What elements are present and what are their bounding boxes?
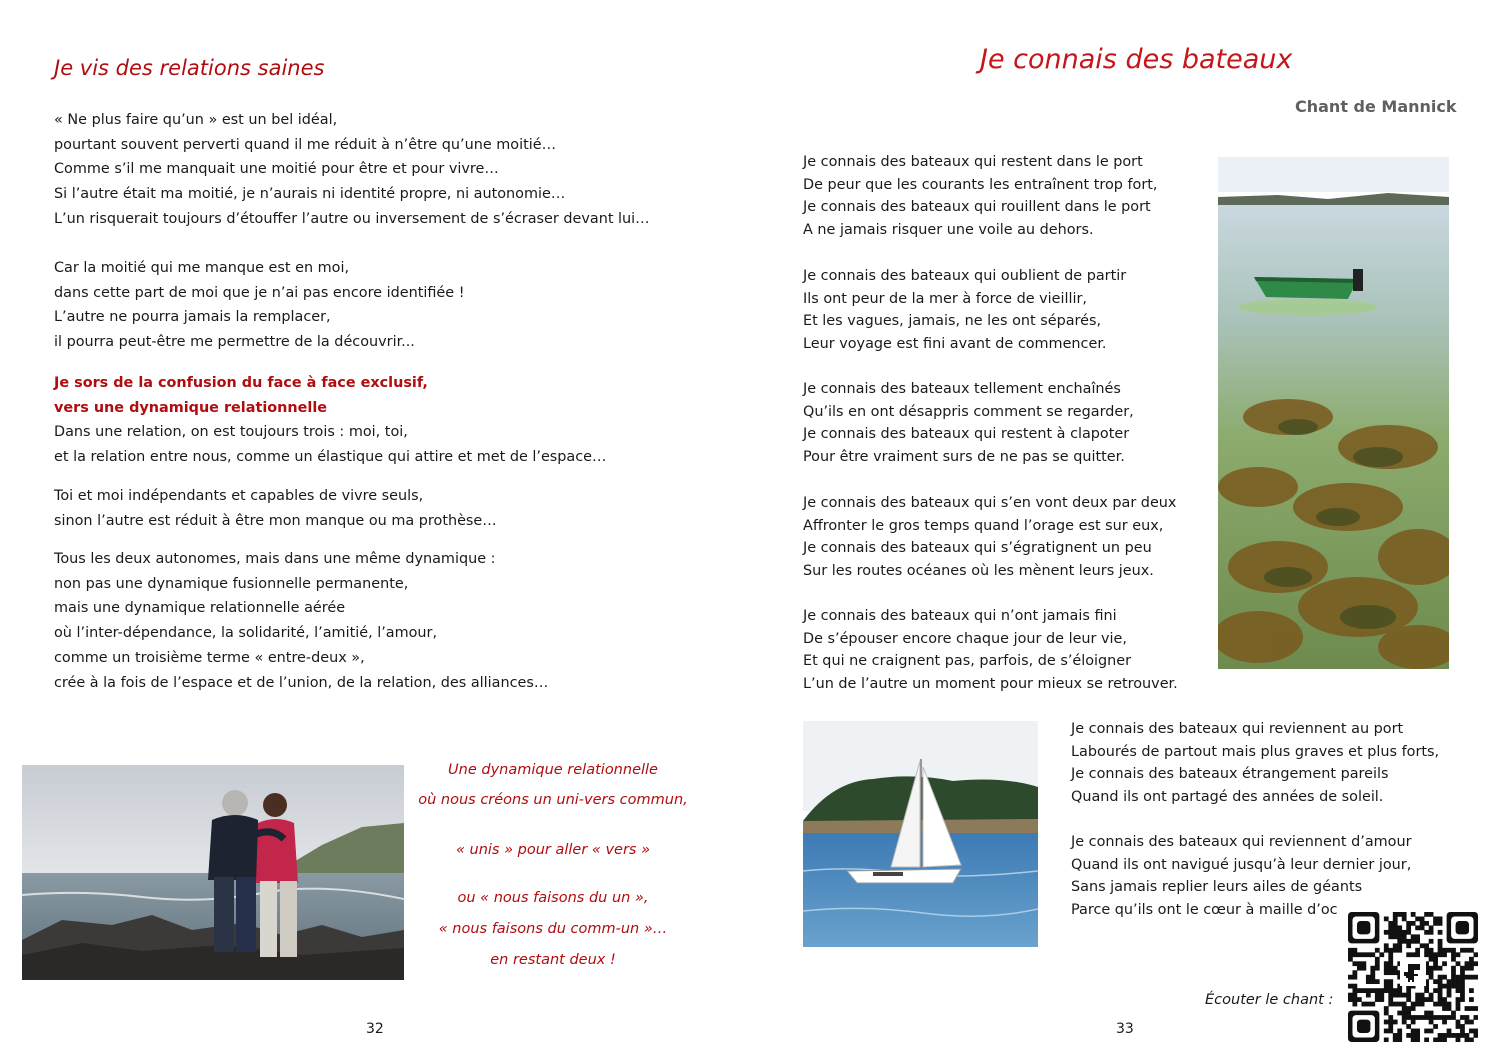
verse-line: Qu’ils en ont désappris comment se regarder, (803, 403, 1134, 420)
verse-line: Je connais des bateaux qui restent à clapoter (803, 426, 1130, 443)
text-line: où l’inter-dépendance, la solidarité, l’amitié, l’amour, (54, 625, 438, 642)
verse-line: De s’épouser encore chaque jour de leur vie, (803, 630, 1127, 647)
verse-line: Pour être vraiment surs de ne pas se quitter. (803, 449, 1125, 466)
verse-line: Affronter le gros temps quand l’orage est sur eux, (803, 517, 1164, 534)
text-line: L’autre ne pourra jamais la remplacer, (54, 309, 331, 326)
qr-code-icon (1348, 912, 1478, 1042)
right-page (750, 0, 1500, 1061)
caption-line: où nous créons un uni-vers commun, (418, 792, 688, 808)
paragraph-independants (54, 484, 497, 533)
section-heading-line: vers une dynamique relationnelle (54, 399, 328, 416)
photo-caption (405, 762, 701, 968)
verse-line: Leur voyage est fini avant de commencer. (803, 336, 1107, 353)
stanza (1071, 718, 1439, 809)
verse-line: Je connais des bateaux qui rouillent dans le port (803, 199, 1151, 216)
caption-line: Une dynamique relationnelle (448, 762, 658, 778)
sailboat-photo (803, 721, 1038, 947)
verse-line: Je connais des bateaux qui s’en vont deux par deux (803, 495, 1177, 511)
section-dynamique (54, 371, 606, 470)
seaweed-boat-photo (1218, 157, 1449, 669)
text-line: sinon l’autre est réduit à être mon manque ou ma prothèse… (54, 512, 497, 529)
verse-line: Parce qu’ils ont le cœur à maille d’oc (1071, 902, 1338, 919)
text-line: comme un troisième terme « entre-deux », (54, 649, 365, 666)
text-line: « Ne plus faire qu’un » est un bel idéal, (54, 112, 338, 128)
text-line: Toi et moi indépendants et capables de vivre seuls, (54, 488, 424, 504)
caption-line: en restant deux ! (490, 952, 616, 968)
verse-line: Ils ont peur de la mer à force de vieillir, (803, 290, 1087, 307)
paragraph-autonomes (54, 547, 548, 695)
verse-line: A ne jamais risquer une voile au dehors. (803, 222, 1094, 239)
paragraph-ideal (54, 108, 650, 232)
verse-line: Et les vagues, jamais, ne les ont séparés, (803, 313, 1102, 330)
stanza (803, 265, 1126, 356)
page-number-right: 33 (1116, 1021, 1134, 1037)
text-line: pourtant souvent perverti quand il me réduit à n’être qu’une moitié… (54, 136, 556, 153)
verse-line: L’un de l’autre un moment pour mieux se retrouver. (803, 676, 1178, 693)
verse-line: Sur les routes océanes où les mènent leurs jeux. (803, 563, 1154, 580)
stanza (1071, 831, 1412, 922)
text-line: il pourra peut-être me permettre de la découvrir... (54, 334, 415, 351)
verse-line: Quand ils ont partagé des années de soleil. (1071, 789, 1384, 806)
section-heading-line: Je sors de la confusion du face à face exclusif, (54, 375, 428, 391)
text-line: crée à la fois de l’espace et de l’union, de la relation, des alliances… (54, 674, 549, 691)
caption-line: « nous faisons du comm-un »… (438, 921, 668, 937)
verse-line: Je connais des bateaux qui oublient de partir (803, 268, 1127, 284)
page-title-left: Je vis des relations saines (54, 56, 325, 80)
verse-line: Je connais des bateaux qui restent dans le port (803, 154, 1143, 170)
verse-line: Labourés de partout mais plus graves et plus forts, (1071, 743, 1440, 760)
text-line: et la relation entre nous, comme un élastique qui attire et met de l’espace… (54, 449, 607, 466)
text-line: Comme s’il me manquait une moitié pour être et pour vivre… (54, 161, 499, 178)
page-number-left: 32 (366, 1021, 384, 1037)
song-author: Chant de Mannick (1295, 97, 1457, 116)
verse-line: Je connais des bateaux étrangement pareils (1071, 766, 1389, 783)
caption-line: « unis » pour aller « vers » (455, 842, 651, 858)
verse-line: Je connais des bateaux qui n’ont jamais fini (803, 608, 1117, 624)
verse-line: De peur que les courants les entraînent trop fort, (803, 176, 1158, 193)
text-line: L’un risquerait toujours d’étouffer l’autre ou inversement de s’écraser devant lui… (54, 210, 650, 227)
qr-code[interactable] (1348, 912, 1478, 1042)
text-line: non pas une dynamique fusionnelle permanente, (54, 575, 409, 592)
text-line: mais une dynamique relationnelle aérée (54, 600, 346, 617)
text-line: Car la moitié qui me manque est en moi, (54, 260, 350, 276)
text-line: Si l’autre était ma moitié, je n’aurais ni identité propre, ni autonomie… (54, 186, 566, 203)
verse-line: Je connais des bateaux qui reviennent d’amour (1071, 834, 1412, 850)
verse-line: Sans jamais replier leurs ailes de géants (1071, 879, 1363, 896)
paragraph-moitie (54, 256, 464, 355)
verse-line: Je connais des bateaux tellement enchaînés (803, 381, 1121, 397)
stanza (803, 492, 1176, 583)
listen-label: Écouter le chant : (1205, 992, 1334, 1008)
stanza (803, 605, 1178, 696)
stanza (803, 378, 1134, 469)
stanza (803, 151, 1157, 242)
caption-line: ou « nous faisons du un », (457, 890, 649, 906)
verse-line: Quand ils ont navigué jusqu’à leur dernier jour, (1071, 856, 1412, 873)
couple-photo (22, 765, 404, 980)
verse-line: Et qui ne craignent pas, parfois, de s’éloigner (803, 653, 1132, 670)
verse-line: Je connais des bateaux qui reviennent au port (1071, 721, 1404, 737)
page-title-right: Je connais des bateaux (980, 44, 1293, 75)
text-line: dans cette part de moi que je n’ai pas encore identifiée ! (54, 284, 465, 301)
text-line: Tous les deux autonomes, mais dans une même dynamique : (54, 551, 496, 567)
text-line: Dans une relation, on est toujours trois : moi, toi, (54, 424, 408, 441)
verse-line: Je connais des bateaux qui s’égratignent un peu (803, 540, 1152, 557)
